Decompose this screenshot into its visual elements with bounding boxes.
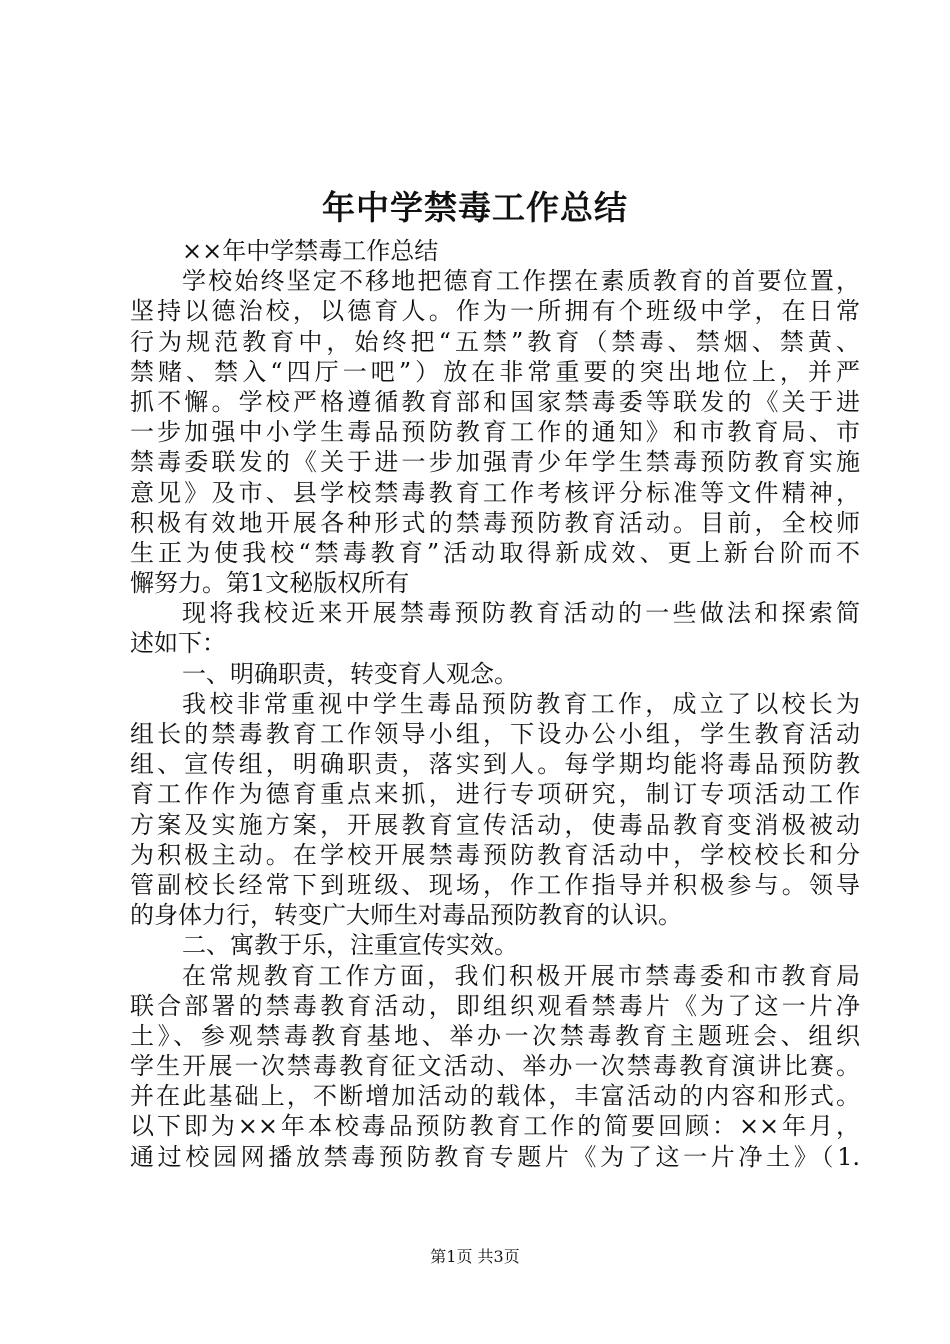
text-line: 生正为使我校“禁毒教育”活动取得新成效、更上新台阶而不 — [130, 538, 860, 567]
text-line: 积极有效地开展各种形式的禁毒预防教育活动。目前，全校师 — [130, 508, 860, 537]
text-line: 懈努力。第1文秘版权所有 — [130, 569, 410, 598]
text-line: 以下即为××年本校毒品预防教育工作的简要回顾：××年月， — [130, 1112, 860, 1141]
text-line: 管副校长经常下到班级、现场，作工作指导并积极参与。领导 — [130, 870, 860, 899]
page-footer: 第1页 共3页 — [430, 1247, 520, 1266]
text-line: ××年中学禁毒工作总结 — [182, 237, 439, 265]
text-line: 坚持以德治校，以德育人。作为一所拥有个班级中学，在日常 — [130, 297, 860, 326]
text-line: 学生开展一次禁毒教育征文活动、举办一次禁毒教育演讲比赛。 — [130, 1052, 860, 1081]
text-line: 一、明确职责，转变育人观念。 — [182, 659, 518, 688]
text-line: 行为规范教育中，始终把“五禁”教育（禁毒、禁烟、禁黄、 — [130, 327, 860, 356]
text-line: 二、寓教于乐，注重宣传实效。 — [182, 931, 518, 960]
text-line: 意见》及市、县学校禁毒教育工作考核评分标准等文件精神， — [130, 478, 860, 507]
text-line: 通过校园网播放禁毒预防教育专题片《为了这一片净土》（1. — [130, 1142, 860, 1171]
text-line: 禁毒委联发的《关于进一步加强青少年学生禁毒预防教育实施 — [130, 448, 860, 477]
text-line: 述如下： — [130, 629, 226, 658]
document-body — [130, 236, 860, 1172]
text-line: 抓不懈。学校严格遵循教育部和国家禁毒委等联发的《关于进 — [130, 387, 860, 416]
text-line: 组、宣传组，明确职责，落实到人。每学期均能将毒品预防教 — [130, 750, 860, 779]
text-line: 一步加强中小学生毒品预防教育工作的通知》和市教育局、市 — [130, 418, 860, 447]
document-title: 年中学禁毒工作总结 — [322, 188, 628, 227]
text-line: 土》、参观禁毒教育基地、举办一次禁毒教育主题班会、组织 — [130, 1021, 860, 1050]
text-line: 在常规教育工作方面，我们积极开展市禁毒委和市教育局 — [182, 961, 860, 990]
text-line: 方案及实施方案，开展教育宣传活动，使毒品教育变消极被动 — [130, 810, 860, 839]
text-line: 并在此基础上，不断增加活动的载体，丰富活动的内容和形式。 — [130, 1082, 860, 1111]
text-line: 联合部署的禁毒教育活动，即组织观看禁毒片《为了这一片净 — [130, 991, 860, 1020]
text-line: 我校非常重视中学生毒品预防教育工作，成立了以校长为 — [182, 689, 860, 718]
text-line: 组长的禁毒教育工作领导小组，下设办公小组，学生教育活动 — [130, 720, 860, 748]
text-line: 的身体力行，转变广大师生对毒品预防教育的认识。 — [130, 901, 682, 930]
text-line: 育工作作为德育重点来抓，进行专项研究，制订专项活动工作 — [130, 780, 860, 809]
text-line: 学校始终坚定不移地把德育工作摆在素质教育的首要位置， — [182, 267, 860, 296]
text-line: 为积极主动。在学校开展禁毒预防教育活动中，学校校长和分 — [130, 840, 860, 869]
text-line: 现将我校近来开展禁毒预防教育活动的一些做法和探索简 — [182, 599, 860, 628]
text-line: 禁赌、禁入“四厅一吧”）放在非常重要的突出地位上，并严 — [130, 357, 860, 386]
